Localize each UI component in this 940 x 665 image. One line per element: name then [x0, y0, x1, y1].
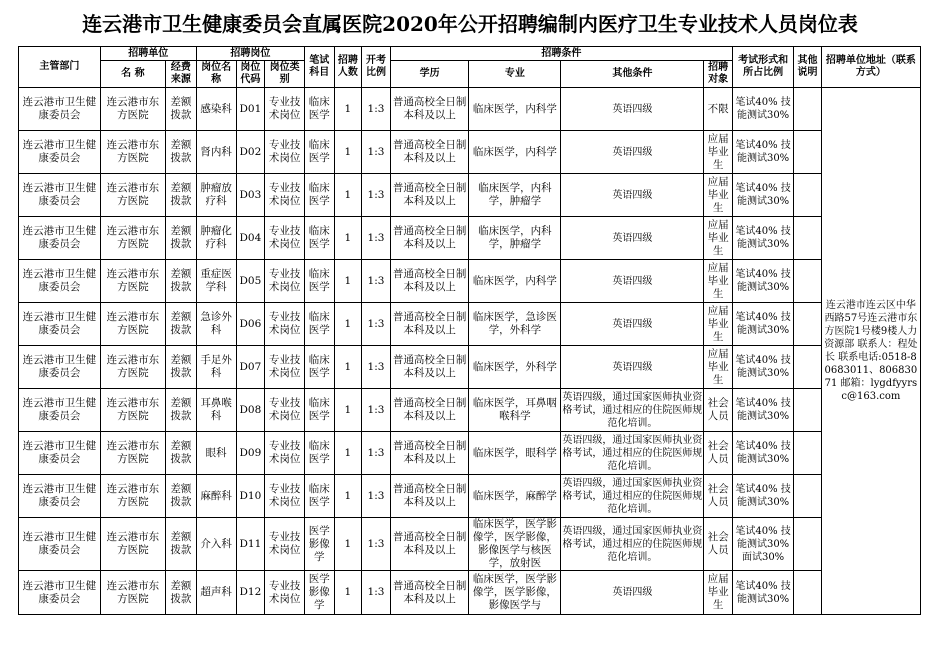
header-education: 学历 [390, 61, 469, 88]
dept-cell: 连云港市卫生健康委员会 [19, 571, 101, 615]
dept-cell: 连云港市卫生健康委员会 [19, 217, 101, 260]
other-cond-cell: 英语四级 [561, 131, 704, 174]
count-cell: 1 [334, 174, 362, 217]
ratio-cell: 1:3 [362, 571, 391, 615]
other-cond-cell: 英语四级 [561, 88, 704, 131]
subject-cell: 临床医学 [305, 260, 335, 303]
unit-cell: 连云港市东方医院 [100, 346, 165, 389]
dept-cell: 连云港市卫生健康委员会 [19, 518, 101, 571]
header-post-name: 岗位名称 [196, 61, 236, 88]
education-cell: 普通高校全日制本科及以上 [390, 131, 469, 174]
funding-cell: 差额拨款 [166, 174, 197, 217]
table-row [19, 174, 921, 217]
table-row [19, 303, 921, 346]
subject-cell: 临床医学 [305, 475, 335, 518]
count-cell: 1 [334, 131, 362, 174]
major-cell: 临床医学，内科学，肿瘤学 [469, 174, 561, 217]
subject-cell: 临床医学 [305, 217, 335, 260]
target-cell: 应届毕业生 [704, 174, 733, 217]
post-code-cell: D12 [236, 571, 265, 615]
other-cond-cell: 英语四级，通过国家医师执业资格考试，通过相应的住院医师规范化培训。 [561, 432, 704, 475]
funding-cell: 差额拨款 [166, 217, 197, 260]
post-type-cell: 专业技术岗位 [265, 217, 305, 260]
ratio-cell: 1:3 [362, 303, 391, 346]
count-cell: 1 [334, 303, 362, 346]
other-cond-cell: 英语四级 [561, 174, 704, 217]
funding-cell: 差额拨款 [166, 260, 197, 303]
post-type-cell: 专业技术岗位 [265, 571, 305, 615]
header-unit-group: 招聘单位 [100, 47, 196, 61]
ratio-cell: 1:3 [362, 389, 391, 432]
post-name-cell: 手足外科 [196, 346, 236, 389]
target-cell: 社会人员 [704, 432, 733, 475]
major-cell: 临床医学，外科学 [469, 346, 561, 389]
exam-cell: 笔试40% 技能测试30% [732, 346, 793, 389]
ratio-cell: 1:3 [362, 346, 391, 389]
post-name-cell: 肿瘤放疗科 [196, 174, 236, 217]
remark-cell [794, 346, 822, 389]
funding-cell: 差额拨款 [166, 88, 197, 131]
major-cell: 临床医学，眼科学 [469, 432, 561, 475]
target-cell: 应届毕业生 [704, 217, 733, 260]
dept-cell: 连云港市卫生健康委员会 [19, 260, 101, 303]
remark-cell [794, 389, 822, 432]
header-row-1 [19, 47, 921, 61]
post-name-cell: 肿瘤化疗科 [196, 217, 236, 260]
header-post-type: 岗位类别 [265, 61, 305, 88]
count-cell: 1 [334, 432, 362, 475]
post-type-cell: 专业技术岗位 [265, 346, 305, 389]
other-cond-cell: 英语四级 [561, 303, 704, 346]
ratio-cell: 1:3 [362, 131, 391, 174]
post-name-cell: 感染科 [196, 88, 236, 131]
funding-cell: 差额拨款 [166, 518, 197, 571]
exam-cell: 笔试40% 技能测试30% [732, 260, 793, 303]
post-code-cell: D07 [236, 346, 265, 389]
unit-cell: 连云港市东方医院 [100, 260, 165, 303]
unit-cell: 连云港市东方医院 [100, 389, 165, 432]
unit-cell: 连云港市东方医院 [100, 303, 165, 346]
exam-cell: 笔试40% 技能测试30% [732, 389, 793, 432]
education-cell: 普通高校全日制本科及以上 [390, 432, 469, 475]
unit-cell: 连云港市东方医院 [100, 518, 165, 571]
post-name-cell: 耳鼻喉科 [196, 389, 236, 432]
count-cell: 1 [334, 475, 362, 518]
header-major: 专业 [469, 61, 561, 88]
major-cell: 临床医学，急诊医学，外科学 [469, 303, 561, 346]
header-remark: 其他说明 [794, 47, 822, 88]
post-code-cell: D04 [236, 217, 265, 260]
other-cond-cell: 英语四级，通过国家医师执业资格考试，通过相应的住院医师规范化培训。 [561, 389, 704, 432]
unit-cell: 连云港市东方医院 [100, 174, 165, 217]
post-code-cell: D05 [236, 260, 265, 303]
target-cell: 应届毕业生 [704, 260, 733, 303]
exam-cell: 笔试40% 技能测试30% [732, 131, 793, 174]
post-name-cell: 超声科 [196, 571, 236, 615]
unit-cell: 连云港市东方医院 [100, 475, 165, 518]
post-name-cell: 肾内科 [196, 131, 236, 174]
target-cell: 社会人员 [704, 518, 733, 571]
post-type-cell: 专业技术岗位 [265, 174, 305, 217]
dept-cell: 连云港市卫生健康委员会 [19, 432, 101, 475]
table-row [19, 432, 921, 475]
major-cell: 临床医学，耳鼻咽喉科学 [469, 389, 561, 432]
table-row [19, 518, 921, 571]
header-funding: 经费来源 [166, 61, 197, 88]
post-code-cell: D08 [236, 389, 265, 432]
header-ratio: 开考比例 [362, 47, 391, 88]
post-name-cell: 麻醉科 [196, 475, 236, 518]
header-subject: 笔试科目 [305, 47, 335, 88]
post-name-cell: 介入科 [196, 518, 236, 571]
post-name-cell: 急诊外科 [196, 303, 236, 346]
other-cond-cell: 英语四级 [561, 260, 704, 303]
table-row [19, 217, 921, 260]
post-type-cell: 专业技术岗位 [265, 88, 305, 131]
subject-cell: 临床医学 [305, 303, 335, 346]
table-row [19, 260, 921, 303]
page-title: 连云港市卫生健康委员会直属医院2020年公开招聘编制内医疗卫生专业技术人员岗位表 [82, 12, 858, 36]
dept-cell: 连云港市卫生健康委员会 [19, 88, 101, 131]
unit-cell: 连云港市东方医院 [100, 131, 165, 174]
education-cell: 普通高校全日制本科及以上 [390, 389, 469, 432]
header-other: 其他条件 [561, 61, 704, 88]
major-cell: 临床医学，麻醉学 [469, 475, 561, 518]
education-cell: 普通高校全日制本科及以上 [390, 303, 469, 346]
education-cell: 普通高校全日制本科及以上 [390, 260, 469, 303]
post-code-cell: D02 [236, 131, 265, 174]
table-row [19, 571, 921, 615]
major-cell: 临床医学，医学影像学，医学影像，影像医学与 [469, 571, 561, 615]
count-cell: 1 [334, 346, 362, 389]
funding-cell: 差额拨款 [166, 432, 197, 475]
post-name-cell: 重症医学科 [196, 260, 236, 303]
remark-cell [794, 260, 822, 303]
target-cell: 应届毕业生 [704, 571, 733, 615]
header-target: 招聘对象 [704, 61, 733, 88]
subject-cell: 临床医学 [305, 346, 335, 389]
count-cell: 1 [334, 389, 362, 432]
remark-cell [794, 174, 822, 217]
funding-cell: 差额拨款 [166, 131, 197, 174]
exam-cell: 笔试40% 技能测试30% 面试30% [732, 518, 793, 571]
target-cell: 社会人员 [704, 475, 733, 518]
funding-cell: 差额拨款 [166, 389, 197, 432]
subject-cell: 临床医学 [305, 174, 335, 217]
education-cell: 普通高校全日制本科及以上 [390, 217, 469, 260]
other-cond-cell: 英语四级，通过国家医师执业资格考试，通过相应的住院医师规范化培训。 [561, 518, 704, 571]
count-cell: 1 [334, 260, 362, 303]
post-code-cell: D09 [236, 432, 265, 475]
unit-cell: 连云港市东方医院 [100, 88, 165, 131]
remark-cell [794, 303, 822, 346]
dept-cell: 连云港市卫生健康委员会 [19, 475, 101, 518]
remark-cell [794, 475, 822, 518]
count-cell: 1 [334, 88, 362, 131]
dept-cell: 连云港市卫生健康委员会 [19, 174, 101, 217]
header-post-group: 招聘岗位 [196, 47, 304, 61]
header-dept: 主管部门 [19, 47, 101, 88]
remark-cell [794, 571, 822, 615]
dept-cell: 连云港市卫生健康委员会 [19, 389, 101, 432]
post-type-cell: 专业技术岗位 [265, 518, 305, 571]
count-cell: 1 [334, 571, 362, 615]
header-address: 招聘单位地址（联系方式） [821, 47, 920, 88]
remark-cell [794, 217, 822, 260]
education-cell: 普通高校全日制本科及以上 [390, 518, 469, 571]
subject-cell: 临床医学 [305, 131, 335, 174]
count-cell: 1 [334, 518, 362, 571]
positions-table [18, 46, 921, 615]
count-cell: 1 [334, 217, 362, 260]
major-cell: 临床医学，内科学，肿瘤学 [469, 217, 561, 260]
unit-cell: 连云港市东方医院 [100, 432, 165, 475]
unit-cell: 连云港市东方医院 [100, 217, 165, 260]
funding-cell: 差额拨款 [166, 303, 197, 346]
subject-cell: 临床医学 [305, 389, 335, 432]
major-cell: 临床医学，内科学 [469, 131, 561, 174]
exam-cell: 笔试40% 技能测试30% [732, 571, 793, 615]
post-type-cell: 专业技术岗位 [265, 432, 305, 475]
remark-cell [794, 88, 822, 131]
unit-cell: 连云港市东方医院 [100, 571, 165, 615]
table-row [19, 346, 921, 389]
post-code-cell: D06 [236, 303, 265, 346]
other-cond-cell: 英语四级 [561, 346, 704, 389]
table-row [19, 88, 921, 131]
ratio-cell: 1:3 [362, 217, 391, 260]
target-cell: 社会人员 [704, 389, 733, 432]
target-cell: 应届毕业生 [704, 303, 733, 346]
subject-cell: 临床医学 [305, 88, 335, 131]
header-unit-name: 名 称 [100, 61, 165, 88]
post-code-cell: D01 [236, 88, 265, 131]
education-cell: 普通高校全日制本科及以上 [390, 174, 469, 217]
post-code-cell: D10 [236, 475, 265, 518]
dept-cell: 连云港市卫生健康委员会 [19, 303, 101, 346]
funding-cell: 差额拨款 [166, 571, 197, 615]
header-cond-group: 招聘条件 [390, 47, 732, 61]
ratio-cell: 1:3 [362, 432, 391, 475]
education-cell: 普通高校全日制本科及以上 [390, 88, 469, 131]
funding-cell: 差额拨款 [166, 346, 197, 389]
major-cell: 临床医学，医学影像学，医学影像，影像医学与核医学，放射医 [469, 518, 561, 571]
ratio-cell: 1:3 [362, 88, 391, 131]
exam-cell: 笔试40% 技能测试30% [732, 432, 793, 475]
exam-cell: 笔试40% 技能测试30% [732, 174, 793, 217]
exam-cell: 笔试40% 技能测试30% [732, 475, 793, 518]
post-type-cell: 专业技术岗位 [265, 389, 305, 432]
ratio-cell: 1:3 [362, 475, 391, 518]
education-cell: 普通高校全日制本科及以上 [390, 475, 469, 518]
target-cell: 不限 [704, 88, 733, 131]
contact-cell: 连云港市连云区中华西路57号连云港市东方医院1号楼9楼人力资源部 联系人：程处长 联系电话:0518-80683011、80683071 邮箱：lygdfyyrsc@163.com [821, 88, 920, 615]
subject-cell: 临床医学 [305, 432, 335, 475]
dept-cell: 连云港市卫生健康委员会 [19, 131, 101, 174]
table-row [19, 389, 921, 432]
major-cell: 临床医学，内科学 [469, 88, 561, 131]
exam-cell: 笔试40% 技能测试30% [732, 303, 793, 346]
education-cell: 普通高校全日制本科及以上 [390, 571, 469, 615]
post-name-cell: 眼科 [196, 432, 236, 475]
other-cond-cell: 英语四级 [561, 217, 704, 260]
target-cell: 应届毕业生 [704, 346, 733, 389]
ratio-cell: 1:3 [362, 174, 391, 217]
exam-cell: 笔试40% 技能测试30% [732, 88, 793, 131]
ratio-cell: 1:3 [362, 518, 391, 571]
remark-cell [794, 518, 822, 571]
dept-cell: 连云港市卫生健康委员会 [19, 346, 101, 389]
header-exam: 考试形式和所占比例 [732, 47, 793, 88]
table-row [19, 475, 921, 518]
education-cell: 普通高校全日制本科及以上 [390, 346, 469, 389]
subject-cell: 医学影像学 [305, 518, 335, 571]
post-type-cell: 专业技术岗位 [265, 475, 305, 518]
header-count: 招聘人数 [334, 47, 362, 88]
subject-cell: 医学影像学 [305, 571, 335, 615]
header-post-code: 岗位代码 [236, 61, 265, 88]
post-code-cell: D03 [236, 174, 265, 217]
funding-cell: 差额拨款 [166, 475, 197, 518]
post-type-cell: 专业技术岗位 [265, 260, 305, 303]
post-type-cell: 专业技术岗位 [265, 131, 305, 174]
target-cell: 应届毕业生 [704, 131, 733, 174]
ratio-cell: 1:3 [362, 260, 391, 303]
table-row [19, 131, 921, 174]
remark-cell [794, 432, 822, 475]
exam-cell: 笔试40% 技能测试30% [732, 217, 793, 260]
major-cell: 临床医学，内科学 [469, 260, 561, 303]
post-code-cell: D11 [236, 518, 265, 571]
remark-cell [794, 131, 822, 174]
other-cond-cell: 英语四级 [561, 571, 704, 615]
post-type-cell: 专业技术岗位 [265, 303, 305, 346]
other-cond-cell: 英语四级，通过国家医师执业资格考试，通过相应的住院医师规范化培训。 [561, 475, 704, 518]
